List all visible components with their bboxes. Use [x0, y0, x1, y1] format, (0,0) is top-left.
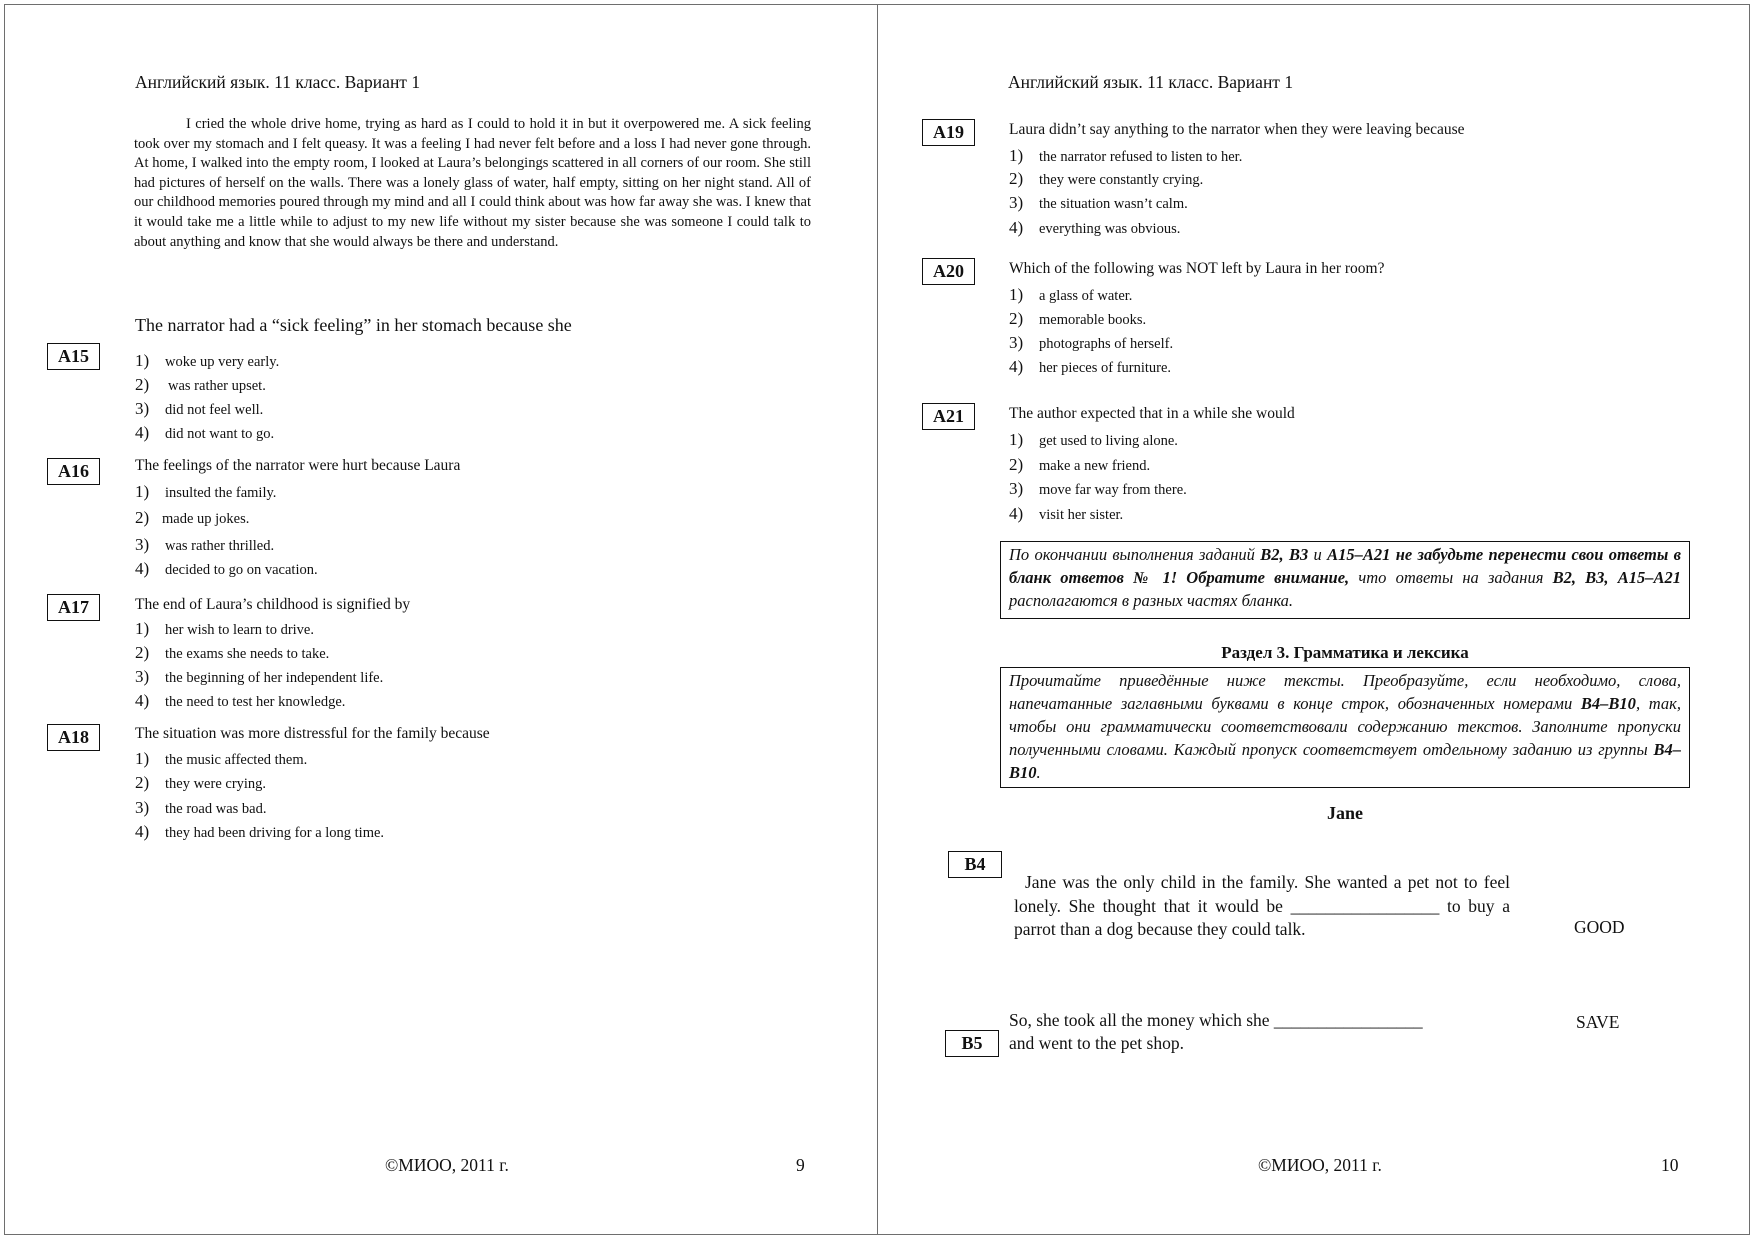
note-emphasis: B2, B3, А15–А21: [1552, 568, 1681, 587]
transfer-answers-note: [1000, 541, 1690, 619]
task-text-b5-line2: and went to the pet shop.: [1009, 1033, 1184, 1053]
task-text-b4: Jane was the only child in the family. She wanted a pet not to feel lonely. She thought that it would be _________________ to buy a parrot than a dog because they could talk.: [1014, 872, 1510, 939]
option-number: 2): [135, 375, 150, 394]
question-label-a18: A18: [47, 724, 100, 751]
task-text-b5-line1: So, she took all the money which she _________________: [1009, 1010, 1423, 1030]
question-stem-a15: The narrator had a “sick feeling” in her stomach because she: [135, 315, 572, 335]
option-text: insulted the family.: [165, 485, 277, 501]
option-text: make a new friend.: [1039, 458, 1151, 474]
option-a15-4[interactable]: [135, 423, 274, 443]
option-a15-1[interactable]: [135, 351, 279, 371]
question-label-a20: A20: [922, 258, 975, 285]
option-text: get used to living alone.: [1039, 433, 1178, 449]
note-emphasis: B2, B3: [1260, 545, 1309, 564]
option-number: 4): [135, 691, 150, 710]
keyword-b5: SAVE: [1576, 1012, 1620, 1032]
question-stem-a17: The end of Laura’s childhood is signified by: [135, 596, 411, 613]
option-number: 3): [1009, 193, 1024, 212]
option-a15-2[interactable]: [135, 375, 266, 395]
option-a15-3[interactable]: [135, 399, 263, 419]
option-a20-1[interactable]: [1009, 285, 1132, 305]
option-a20-3[interactable]: [1009, 333, 1173, 353]
option-number: 3): [1009, 479, 1024, 498]
option-text: the narrator refused to listen to her.: [1039, 149, 1243, 165]
footer-copyright: ©МИОО, 2011 г.: [385, 1155, 509, 1175]
instruction-text: .: [1036, 763, 1041, 782]
option-a20-2[interactable]: [1009, 309, 1146, 329]
option-text: the need to test her knowledge.: [165, 694, 346, 710]
page-right: [878, 4, 1750, 1235]
option-text: photographs of herself.: [1039, 336, 1174, 352]
option-number: 3): [135, 798, 150, 817]
option-number: 4): [135, 822, 150, 841]
option-a21-2[interactable]: [1009, 455, 1150, 475]
note-text: По окончании выполнения заданий: [1009, 545, 1261, 564]
note-text: и: [1308, 545, 1328, 564]
option-a17-4[interactable]: [135, 691, 345, 711]
note-emphasis: А15–А21 не забудьте перенести свои ответы в бланк ответов № 1! Обратите внимание,: [1009, 545, 1682, 587]
option-text: they were crying.: [165, 776, 267, 792]
reading-passage: I cried the whole drive home, trying as hard as I could to hold it in but it overpowered me. A sick feeling took over my stomach and I felt queasy. It was a feeling I had never felt before and a loss I had never gone through. At home, I walked into the empty room, I looked at Laura’s belongings scattered in all corners of our room. She still had pictures of herself on the walls. There was a lonely glass of water, half empty, sitting on her night stand. All of our childhood memories poured through my mind and all I could think about was how far away she was. I knew that it would take me a little while to adjust to my new life without my sister because she was someone I could talk to about anything and know that she would always be there and understand.: [134, 116, 811, 250]
option-number: 2): [1009, 169, 1024, 188]
option-number: 2): [135, 508, 150, 527]
option-number: 2): [135, 643, 150, 662]
option-number: 1): [135, 351, 150, 370]
option-a18-3[interactable]: [135, 798, 266, 818]
option-number: 4): [135, 423, 150, 442]
option-number: 2): [1009, 309, 1024, 328]
option-a19-4[interactable]: [1009, 218, 1180, 238]
option-a20-4[interactable]: [1009, 357, 1171, 377]
option-number: 1): [1009, 430, 1024, 449]
page-header: Английский язык. 11 класс. Вариант 1: [135, 72, 421, 92]
option-text: memorable books.: [1039, 312, 1147, 328]
question-label-a16: A16: [47, 458, 100, 485]
option-text: the road was bad.: [165, 801, 267, 817]
option-text: move far way from there.: [1039, 482, 1187, 498]
option-text: the situation wasn’t calm.: [1039, 196, 1188, 212]
page-number: 10: [1661, 1155, 1679, 1175]
option-number: 1): [135, 749, 150, 768]
option-text: they were constantly crying.: [1039, 172, 1204, 188]
option-text: her pieces of furniture.: [1039, 360, 1172, 376]
question-label-a17: A17: [47, 594, 100, 621]
option-a21-4[interactable]: [1009, 504, 1123, 524]
option-a19-2[interactable]: [1009, 169, 1203, 189]
option-text: her wish to learn to drive.: [165, 622, 314, 638]
page-number: 9: [796, 1155, 805, 1175]
option-number: 3): [1009, 333, 1024, 352]
note-text: что ответы на задания: [1349, 568, 1553, 587]
option-a18-2[interactable]: [135, 773, 266, 793]
option-text: they had been driving for a long time.: [165, 825, 385, 841]
option-text: decided to go on vacation.: [165, 562, 318, 578]
option-number: 4): [1009, 357, 1024, 376]
option-number: 2): [135, 773, 150, 792]
question-stem-a18: The situation was more distressful for the family because: [135, 725, 490, 742]
question-label-a21: A21: [922, 403, 975, 430]
option-number: 1): [135, 619, 150, 638]
option-a18-4[interactable]: [135, 822, 384, 842]
option-text: was rather thrilled.: [165, 538, 275, 554]
option-a17-2[interactable]: [135, 643, 329, 663]
option-number: 3): [135, 667, 150, 686]
option-a19-3[interactable]: [1009, 193, 1188, 213]
option-number: 3): [135, 399, 150, 418]
option-text: made up jokes.: [162, 511, 250, 527]
option-number: 1): [135, 482, 150, 501]
option-number: 4): [1009, 504, 1024, 523]
instruction-emphasis: B4–B10: [1580, 694, 1636, 713]
question-stem-a21: The author expected that in a while she would: [1009, 405, 1295, 422]
option-a21-1[interactable]: [1009, 430, 1178, 450]
page-left: [4, 4, 878, 1235]
question-stem-a20: Which of the following was NOT left by Laura in her room?: [1009, 260, 1385, 277]
option-number: 4): [135, 559, 150, 578]
option-a17-3[interactable]: [135, 667, 383, 687]
option-text: woke up very early.: [165, 354, 280, 370]
option-number: 1): [1009, 285, 1024, 304]
grammar-instruction: [1000, 667, 1690, 788]
task-label-b5: B5: [945, 1030, 999, 1057]
section-title: Раздел 3. Грамматика и лексика: [1221, 643, 1469, 662]
option-text: a glass of water.: [1039, 288, 1133, 304]
note-text: располагаются в разных частях бланка.: [1009, 591, 1294, 610]
page-header: Английский язык. 11 класс. Вариант 1: [1008, 72, 1294, 92]
keyword-b4: GOOD: [1574, 917, 1625, 937]
option-a16-4[interactable]: [135, 559, 318, 579]
instruction-text: Прочитайте приведённые ниже тексты. Преобразуйте, если необходимо, слова, напечатанные заглавными буквами в конце строк, обозначенных номерами: [1009, 671, 1681, 713]
question-stem-a16: The feelings of the narrator were hurt because Laura: [135, 457, 461, 474]
question-stem-a19: Laura didn’t say anything to the narrator when they were leaving because: [1009, 121, 1465, 138]
option-a17-1[interactable]: [135, 619, 314, 639]
option-a19-1[interactable]: [1009, 146, 1242, 166]
question-label-a19: A19: [922, 119, 975, 146]
option-text: the music affected them.: [165, 752, 308, 768]
option-text: did not want to go.: [165, 426, 275, 442]
option-a18-1[interactable]: [135, 749, 307, 769]
option-text: was rather upset.: [168, 378, 266, 394]
option-number: 3): [135, 535, 150, 554]
instruction-text: , так, чтобы они грамматически соответствовали содержанию текстов. Заполните пропуски полученными словами. Каждый пропуск соответствует отдельному заданию из группы: [1009, 694, 1681, 759]
option-text: did not feel well.: [165, 402, 264, 418]
instruction-emphasis: B4–B10: [1009, 740, 1681, 782]
text-title: Jane: [1327, 803, 1363, 823]
task-label-b4: B4: [948, 851, 1002, 878]
option-a21-3[interactable]: [1009, 479, 1187, 499]
footer-copyright: ©МИОО, 2011 г.: [1258, 1155, 1382, 1175]
option-number: 2): [1009, 455, 1024, 474]
option-text: visit her sister.: [1039, 507, 1124, 523]
option-number: 4): [1009, 218, 1024, 237]
option-a16-1[interactable]: [135, 482, 276, 502]
option-text: everything was obvious.: [1039, 221, 1181, 237]
question-label-a15: A15: [47, 343, 100, 370]
option-a16-2[interactable]: [135, 508, 249, 528]
option-text: the beginning of her independent life.: [165, 670, 384, 686]
option-number: 1): [1009, 146, 1024, 165]
option-text: the exams she needs to take.: [165, 646, 330, 662]
option-a16-3[interactable]: [135, 535, 274, 555]
